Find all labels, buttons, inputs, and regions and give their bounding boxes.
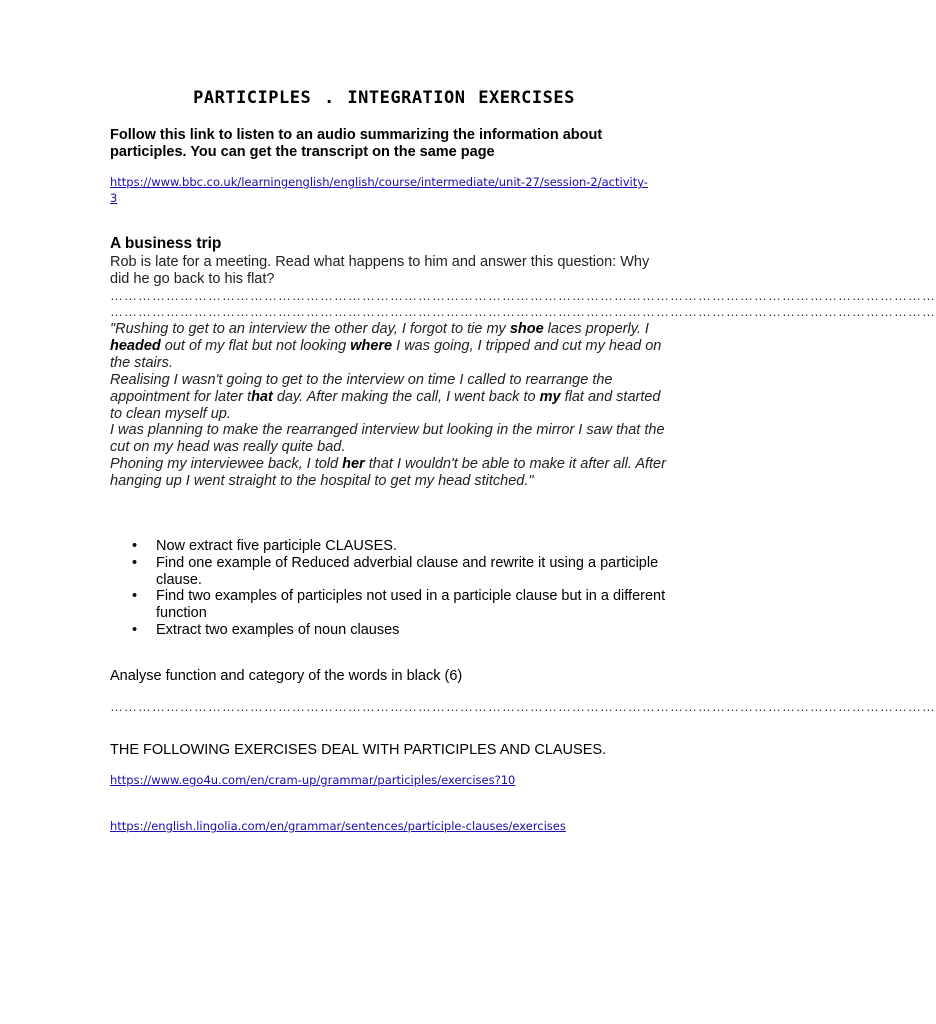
lingolia-link[interactable]: https://english.lingolia.com/en/grammar/sentences/participle-clauses/exercises <box>110 819 566 833</box>
answer-line-3[interactable]: …………………………………………………………………………………………………………………………………………………………… <box>110 699 936 714</box>
page-title: PARTICIPLES . INTEGRATION EXERCISES <box>193 88 575 108</box>
story-paragraph-1: "Rushing to get to an interview the other day, I forgot to tie my shoe laces properly. I headed out of my flat but not looking where I was going, I tripped and cut my head on the stairs. <box>110 321 662 371</box>
story-paragraph-3: I was planning to make the rearranged interview but looking in the mirror I saw that the cut on my head was really quite bad. <box>110 422 665 456</box>
highlight-word: hat <box>251 388 273 405</box>
highlight-word: where <box>350 337 393 354</box>
answer-line-1[interactable]: …………………………………………………………………………………………………………………………………………………………… <box>110 288 936 303</box>
ego4u-link[interactable]: https://www.ego4u.com/en/cram-up/grammar/participles/exercises?10 <box>110 773 516 787</box>
list-item: • Find one example of Reduced adverbial clause and rewrite it using a participle clause. <box>156 555 696 589</box>
highlight-word: my <box>539 388 561 405</box>
story-paragraph-2: Realising I wasn't going to get to the interview on time I called to rearrange the appointment for later that day. After making the call, I went back to my flat and started to clean myself up. <box>110 371 661 422</box>
bbc-link[interactable]: https://www.bbc.co.uk/learningenglish/english/course/intermediate/unit-27/session-2/activity-3 <box>110 175 648 205</box>
section-heading: A business trip <box>110 235 222 252</box>
analyse-instruction: Analyse function and category of the words in black (6) <box>110 668 463 684</box>
list-item: • Find two examples of participles not used in a participle clause but in a different function <box>156 588 696 622</box>
list-item: • Extract two examples of noun clauses <box>156 622 696 639</box>
highlight-word: shoe <box>509 321 544 337</box>
intro-text: Follow this link to listen to an audio summarizing the information about participles. You can get the transcript on the same page <box>110 127 603 160</box>
answer-line-2[interactable]: …………………………………………………………………………………………………………………………………………………………… <box>110 304 936 319</box>
following-exercises-heading: THE FOLLOWING EXERCISES DEAL WITH PARTICIPLES AND CLAUSES. <box>110 742 607 758</box>
task-list <box>110 538 696 639</box>
story-paragraph-4: Phoning my interviewee back, I told her that I wouldn't be able to make it after all. After hanging up I went straight to the hospital to get my head stitched." <box>110 456 666 490</box>
story-text <box>110 321 670 490</box>
highlight-word: her <box>342 456 365 473</box>
question-text: Rob is late for a meeting. Read what happens to him and answer this question: Why did he go back to his flat? <box>110 254 650 287</box>
list-item: • Now extract five participle CLAUSES. <box>156 538 696 555</box>
highlight-word: headed <box>110 337 161 354</box>
